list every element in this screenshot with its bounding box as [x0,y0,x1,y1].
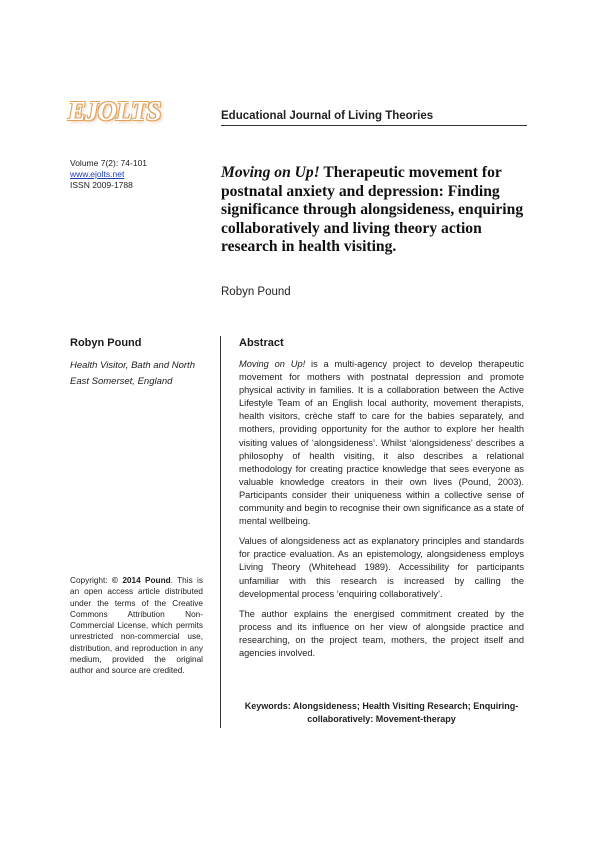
article-title [221,164,541,257]
author-byline: Robyn Pound [221,286,291,298]
abstract-paragraph-2: Values of alongsideness act as explanatory principles and standards for practice evaluation. As an epistemology, alongsideness employs Living Theory (Whitehead 1989). Accessibility for participants unfamiliar with this research is increased by calling the developmental process ‘enquiring collaboratively’. [239,536,524,599]
journal-title: Educational Journal of Living Theories [221,110,434,122]
column-divider [220,336,221,728]
header-rule [221,125,527,126]
copyright-label: Copyright: [70,576,112,585]
abstract-project-name: Moving on Up! [239,359,306,369]
author-affiliation: Health Visitor, Bath and North East Somerset, England [70,360,195,387]
keywords: Keywords: Alongsideness; Health Visiting Research; Enquiring-collaboratively: Movement-therapy [244,701,519,724]
article-title-italic: Moving on Up! [221,164,320,181]
author-heading: Robyn Pound [70,337,142,349]
abstract-body [239,358,524,667]
website-link[interactable]: www.ejolts.net [70,169,125,179]
abstract-heading: Abstract [239,337,284,349]
copyright-holder: © 2014 Pound [111,576,171,585]
abstract-paragraph-3: The author explains the energised commitment created by the process and its influence on her view of alongside practice and researching, on the project team, mothers, the project itself and agencies involved. [239,608,524,658]
abstract-paragraph-1-text: is a multi-agency project to develop therapeutic movement for mothers with postnatal depression and promote physical activity in families. It is a collaboration between the Active Lifestyle Team of an English local authority, movement therapists, health visitors, crèche staff to care for the babies separately, and mothers, providing opportunity for the author to explore her health visiting values of ‘alongsideness’. Whilst ‘alongsideness’ describes a philosophy of health visiting, it also describes a relational methodology for creating practice knowledge that sees everyone as valuable knowledge creators in their own lives (Pound, 2003). Participants consider their uniqueness within a collective sense of community and begin to recognise their own significance as a state of mental wellbeing. [239,359,524,527]
logo-text: EJOLTS [68,96,161,126]
volume-info: Volume 7(2): 74-101 [70,158,148,168]
ejolts-logo [68,96,160,136]
copyright-notice [70,575,203,677]
article-meta [70,158,147,191]
copyright-text: . This is an open access article distributed under the terms of the Creative Commons Attribution Non-Commercial License, which permits unrestricted non-commercial use, distribution, and reproduction in any medium, provided the original author and source are credited. [70,576,203,676]
issn-info: ISSN 2009-1788 [70,180,133,190]
abstract-paragraph-1 [239,358,524,528]
article-title-rest: Therapeutic movement for postnatal anxiety and depression: Finding significance through alongsideness, enquiring collaboratively and living theory action research in health visiting. [221,164,524,256]
